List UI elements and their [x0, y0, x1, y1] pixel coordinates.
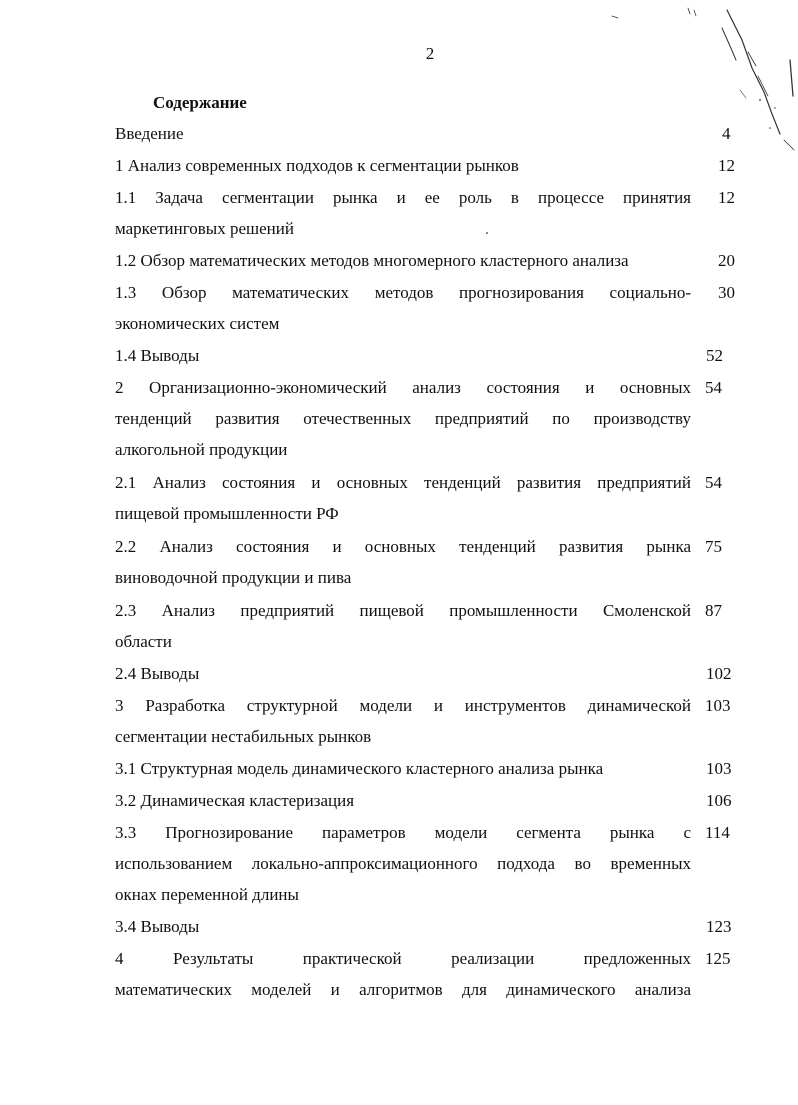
toc-line: 1.2 Обзор математических методов многомерного кластерного анализа [115, 251, 629, 270]
toc-page: 75 [705, 537, 722, 556]
toc-line: 3 Разработка структурной модели и инструментов динамической [115, 696, 691, 715]
toc-line: использованием локально-аппроксимационного подхода во временных [115, 854, 691, 873]
toc-page: 54 [705, 378, 722, 397]
toc-page: 103 [706, 759, 732, 778]
toc-line: 1.4 Выводы [115, 346, 200, 365]
toc-page: 4 [722, 124, 731, 143]
page-number: 2 [425, 44, 435, 63]
toc-line: математических моделей и алгоритмов для динамического анализа [115, 980, 691, 999]
toc-line: алкогольной продукции [115, 440, 288, 459]
toc-line: тенденций развития отечественных предприятий по производству [115, 409, 691, 428]
toc-line: 2.2 Анализ состояния и основных тенденций развития рынка [115, 537, 691, 556]
toc-line: 2.4 Выводы [115, 664, 200, 683]
toc-page: 114 [705, 823, 730, 842]
toc-page: 102 [706, 664, 732, 683]
toc-line: 2.1 Анализ состояния и основных тенденций развития предприятий [115, 473, 691, 492]
toc-page: 106 [706, 791, 732, 810]
toc-page: 52 [706, 346, 723, 365]
toc-page: 12 [718, 156, 735, 175]
toc-line: 4 Результаты практической реализации предложенных [115, 949, 691, 968]
toc-line: виноводочной продукции и пива [115, 568, 352, 587]
toc-page: 103 [705, 696, 731, 715]
toc-line: 3.1 Структурная модель динамического кластерного анализа рынка [115, 759, 604, 778]
toc-page: 123 [706, 917, 732, 936]
toc-line: 3.3 Прогнозирование параметров модели сегмента рынка с [115, 823, 691, 842]
toc-page: 125 [705, 949, 731, 968]
toc-line: пищевой промышленности РФ [115, 504, 339, 523]
toc-line: 1.3 Обзор математических методов прогнозирования социально- [115, 283, 691, 302]
toc-line: 3.4 Выводы [115, 917, 200, 936]
toc-line: 1 Анализ современных подходов к сегментации рынков [115, 156, 519, 175]
toc-page: 30 [718, 283, 735, 302]
toc-page: 87 [705, 601, 722, 620]
toc-line: 2 Организационно-экономический анализ состояния и основных [115, 378, 691, 397]
toc-line: окнах переменной длины [115, 885, 299, 904]
toc-page: 20 [718, 251, 735, 270]
toc-page: 54 [705, 473, 722, 492]
toc-line: 1.1 Задача сегментации рынка и ее роль в процессе принятия [115, 188, 691, 207]
toc-line: маркетинговых решений [115, 219, 294, 238]
toc-line: сегментации нестабильных рынков [115, 727, 372, 746]
toc-title: Содержание [153, 93, 247, 112]
toc-line: 3.2 Динамическая кластеризация [115, 791, 355, 810]
toc-line: 2.3 Анализ предприятий пищевой промышленности Смоленской [115, 601, 691, 620]
toc-page: 12 [718, 188, 735, 207]
toc-line: экономических систем [115, 314, 280, 333]
toc-line: области [115, 632, 172, 651]
toc-line: Введение [115, 124, 184, 143]
